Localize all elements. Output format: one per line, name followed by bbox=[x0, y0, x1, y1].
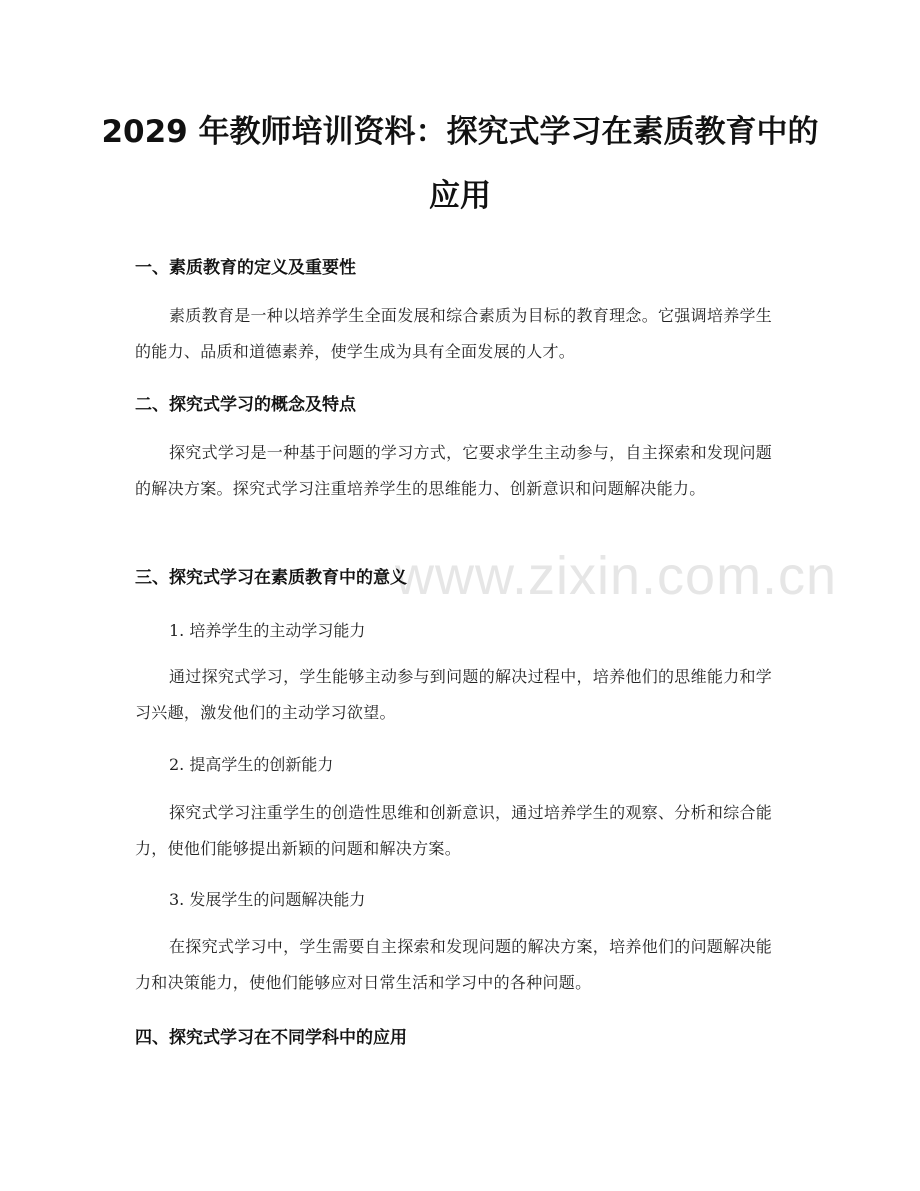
item-paragraph-2: 探究式学习注重学生的创造性思维和创新意识，通过培养学生的观察、分析和综合能力，使他们能够提出新颖的问题和解决方案。 bbox=[135, 803, 773, 858]
section-paragraph-2: 探究式学习是一种基于问题的学习方式，它要求学生主动参与，自主探索和发现问题的解决方案。探究式学习注重培养学生的思维能力、创新意识和问题解决能力。 bbox=[135, 443, 773, 498]
item-paragraph-1: 通过探究式学习，学生能够主动参与到问题的解决过程中，培养他们的思维能力和学习兴趣，激发他们的主动学习欲望。 bbox=[135, 667, 773, 722]
section-heading-4: 四、探究式学习在不同学科中的应用 bbox=[135, 1028, 407, 1048]
section-heading-3: 三、探究式学习在素质教育中的意义 bbox=[135, 568, 407, 588]
item-label-3: 3. 发展学生的问题解决能力 bbox=[169, 890, 366, 909]
page-title: 2029 年教师培训资料：探究式学习在素质教育中的应用 bbox=[101, 114, 819, 214]
item-label-2: 2. 提高学生的创新能力 bbox=[169, 755, 334, 774]
item-label-1: 1. 培养学生的主动学习能力 bbox=[169, 621, 366, 640]
watermark: www.zixin.com.cn bbox=[395, 546, 838, 606]
item-paragraph-3: 在探究式学习中，学生需要自主探索和发现问题的解决方案，培养他们的问题解决能力和决策能力，使他们能够应对日常生活和学习中的各种问题。 bbox=[135, 937, 773, 992]
section-paragraph-1: 素质教育是一种以培养学生全面发展和综合素质为目标的教育理念。它强调培养学生的能力、品质和道德素养，使学生成为具有全面发展的人才。 bbox=[135, 306, 773, 361]
section-heading-2: 二、探究式学习的概念及特点 bbox=[135, 395, 356, 415]
section-heading-1: 一、素质教育的定义及重要性 bbox=[135, 258, 356, 278]
